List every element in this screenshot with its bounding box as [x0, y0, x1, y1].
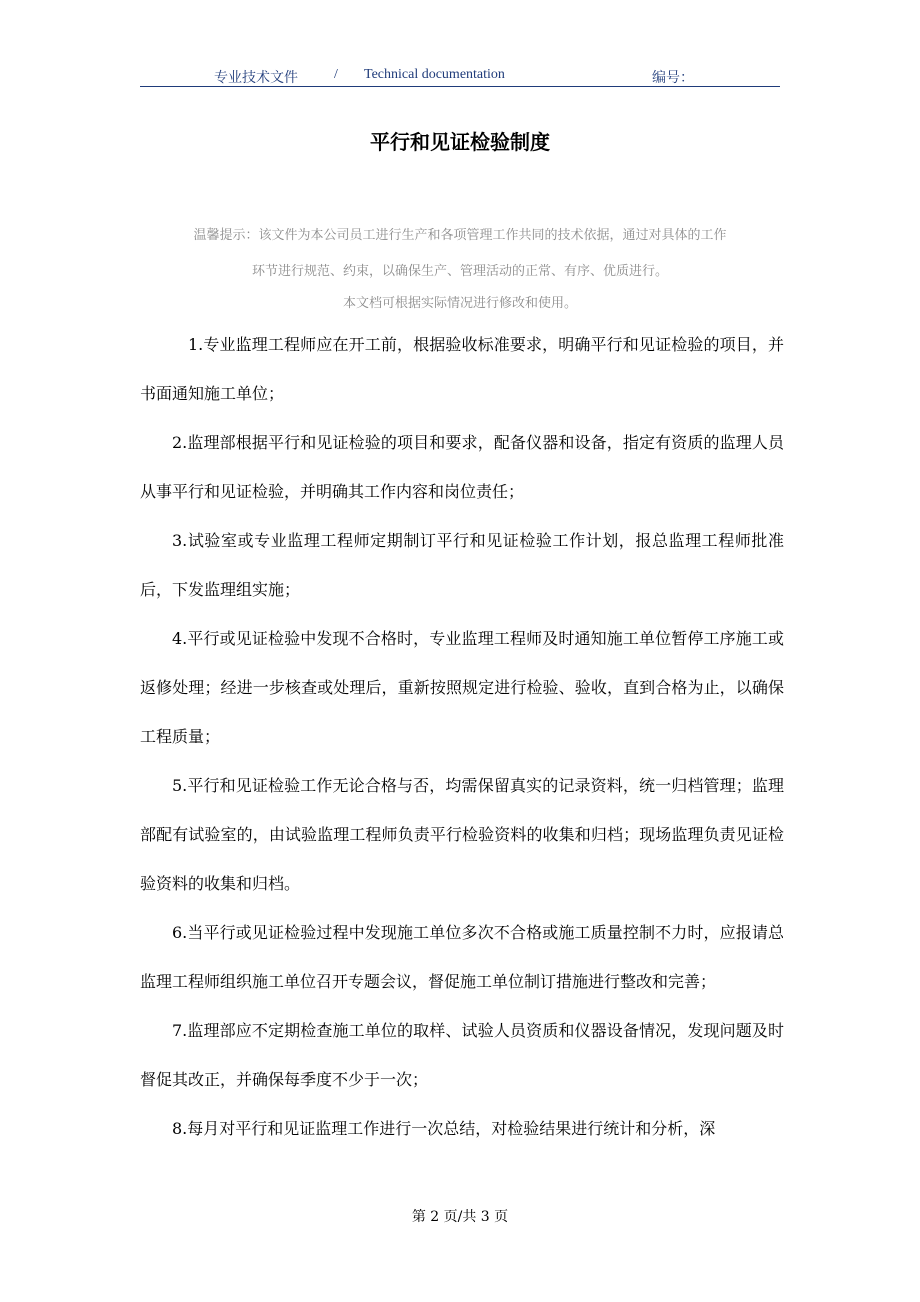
header-number-label: 编号： [652, 71, 694, 86]
header-separator: / [334, 67, 338, 82]
page-number: 第 2 页/共 3 页 [411, 1209, 509, 1225]
paragraph-7: 7.监理部应不定期检查施工单位的取样、试验人员资质和仪器设备情况，发现问题及时督促其改正，并确保每季度不少于一次； [140, 1021, 784, 1089]
page-header [140, 66, 780, 87]
paragraph-6: 6.当平行或见证检验过程中发现施工单位多次不合格或施工质量控制不力时，应报请总监理工程师组织施工单位召开专题会议，督促施工单位制订措施进行整改和完善； [140, 923, 784, 991]
paragraph-8: 8.每月对平行和见证监理工作进行一次总结，对检验结果进行统计和分析，深 [172, 1119, 716, 1138]
header-doc-type-en: Technical documentation [364, 67, 505, 82]
document-title: 平行和见证检验制度 [370, 130, 550, 154]
paragraph-3: 3.试验室或专业监理工程师定期制订平行和见证检验工作计划，报总监理工程师批准后，下发监理组实施； [140, 531, 784, 599]
page-footer [0, 1206, 920, 1226]
notice-block [140, 218, 780, 322]
paragraph-4: 4.平行或见证检验中发现不合格时，专业监理工程师及时通知施工单位暂停工序施工或返修处理；经进一步核查或处理后，重新按照规定进行检验、验收，直到合格为止，以确保工程质量； [140, 629, 784, 746]
notice-line-2: 环节进行规范、约束，以确保生产、管理活动的正常、有序、优质进行。 [251, 264, 668, 279]
header-doc-type: 专业技术文件 [214, 71, 298, 86]
paragraph-2: 2.监理部根据平行和见证检验的项目和要求，配备仪器和设备，指定有资质的监理人员从事平行和见证检验，并明确其工作内容和岗位责任； [140, 433, 784, 501]
paragraph-5: 5.平行和见证检验工作无论合格与否，均需保留真实的记录资料，统一归档管理；监理部配有试验室的，由试验监理工程师负责平行检验资料的收集和归档；现场监理负责见证检验资料的收集和归档。 [140, 776, 784, 893]
notice-line-1: 温馨提示：该文件为本公司员工进行生产和各项管理工作共同的技术依据，通过对具体的工作 [193, 228, 727, 243]
document-body [140, 320, 784, 1153]
paragraph-1: 1.专业监理工程师应在开工前，根据验收标准要求，明确平行和见证检验的项目，并书面通知施工单位； [140, 335, 784, 403]
notice-line-3: 本文档可根据实际情况进行修改和使用。 [342, 296, 577, 311]
